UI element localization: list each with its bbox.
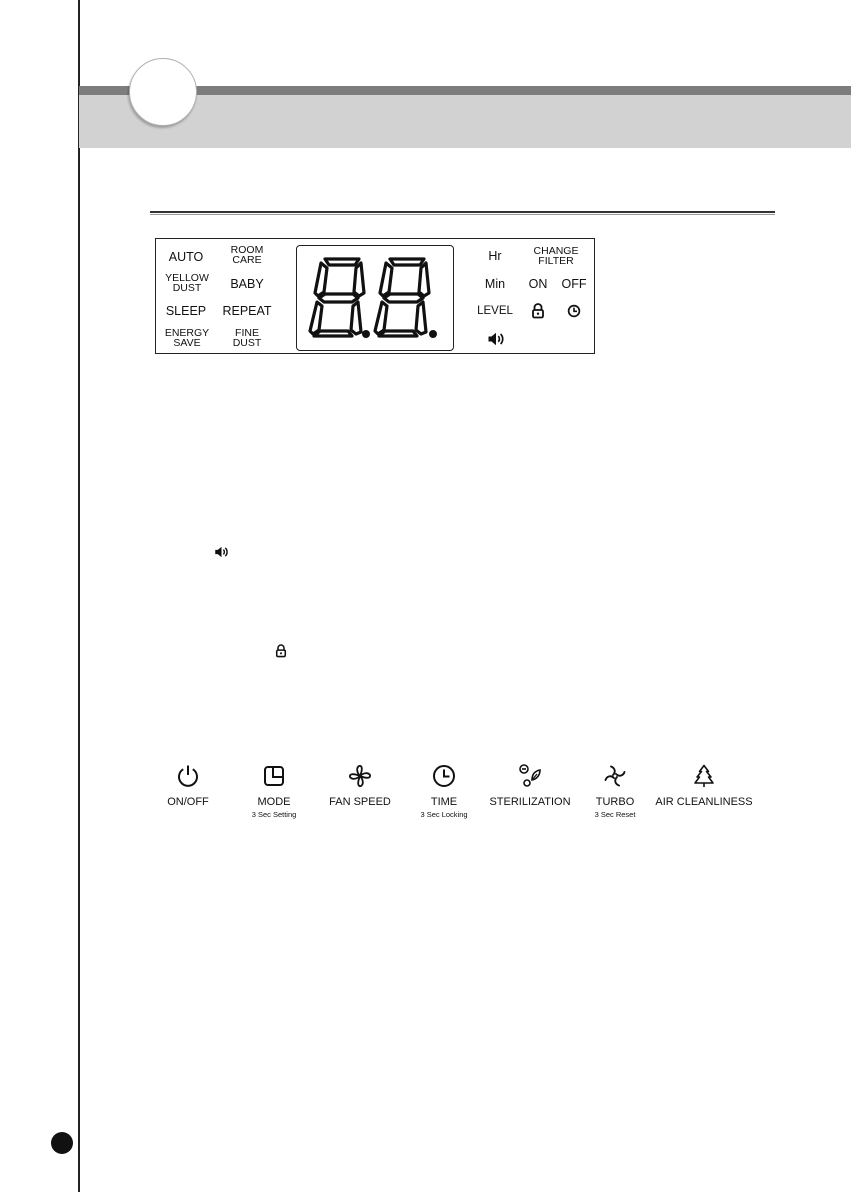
label-repeat: REPEAT (222, 304, 272, 318)
time-sublabel: 3 Sec Locking (420, 810, 468, 819)
page-number-dot (51, 1132, 73, 1154)
label-off: OFF (561, 277, 587, 291)
air-cleanliness-label: AIR CLEANLINESS (655, 796, 753, 808)
sterilization-label: STERILIZATION (489, 796, 571, 808)
turbo-label: TURBO (595, 796, 635, 808)
fan-speed-label: FAN SPEED (329, 796, 391, 808)
label-room-care: ROOM CARE (230, 244, 264, 266)
turbo-icon (602, 763, 628, 789)
speaker-icon (487, 331, 505, 347)
section-rule-thin (150, 214, 775, 215)
label-min: Min (484, 277, 506, 291)
label-level: LEVEL (477, 305, 513, 317)
sterilization-icon (517, 763, 543, 789)
fan-icon (347, 763, 373, 789)
mode-icon (261, 763, 287, 789)
label-change-filter: CHANGE FILTER (533, 245, 579, 267)
seven-segment-digits (297, 246, 453, 350)
mode-label: MODE (257, 796, 291, 808)
chapter-circle (129, 58, 197, 126)
label-hr: Hr (488, 249, 502, 263)
seven-segment-display (296, 245, 454, 351)
label-auto: AUTO (168, 250, 204, 264)
label-on: ON (528, 277, 548, 291)
lock-icon (531, 303, 545, 319)
clock-icon (567, 304, 581, 318)
turbo-sublabel: 3 Sec Reset (594, 810, 636, 819)
section-rule (150, 211, 775, 213)
page-margin-line (78, 0, 80, 1192)
label-fine-dust: FINE DUST (232, 327, 262, 349)
label-baby: BABY (230, 277, 264, 291)
power-icon (175, 763, 201, 789)
tree-icon (691, 763, 717, 789)
time-label: TIME (430, 796, 458, 808)
label-energy-save: ENERGY SAVE (164, 327, 210, 349)
lock-icon (275, 644, 287, 658)
label-yellow-dust: YELLOW DUST (165, 272, 209, 294)
speaker-icon (214, 545, 229, 559)
clock-icon (431, 763, 457, 789)
air-cleanliness-button[interactable] (649, 763, 759, 808)
label-sleep: SLEEP (165, 304, 207, 318)
mode-sublabel: 3 Sec Setting (251, 810, 297, 819)
on-off-label: ON/OFF (167, 796, 209, 808)
